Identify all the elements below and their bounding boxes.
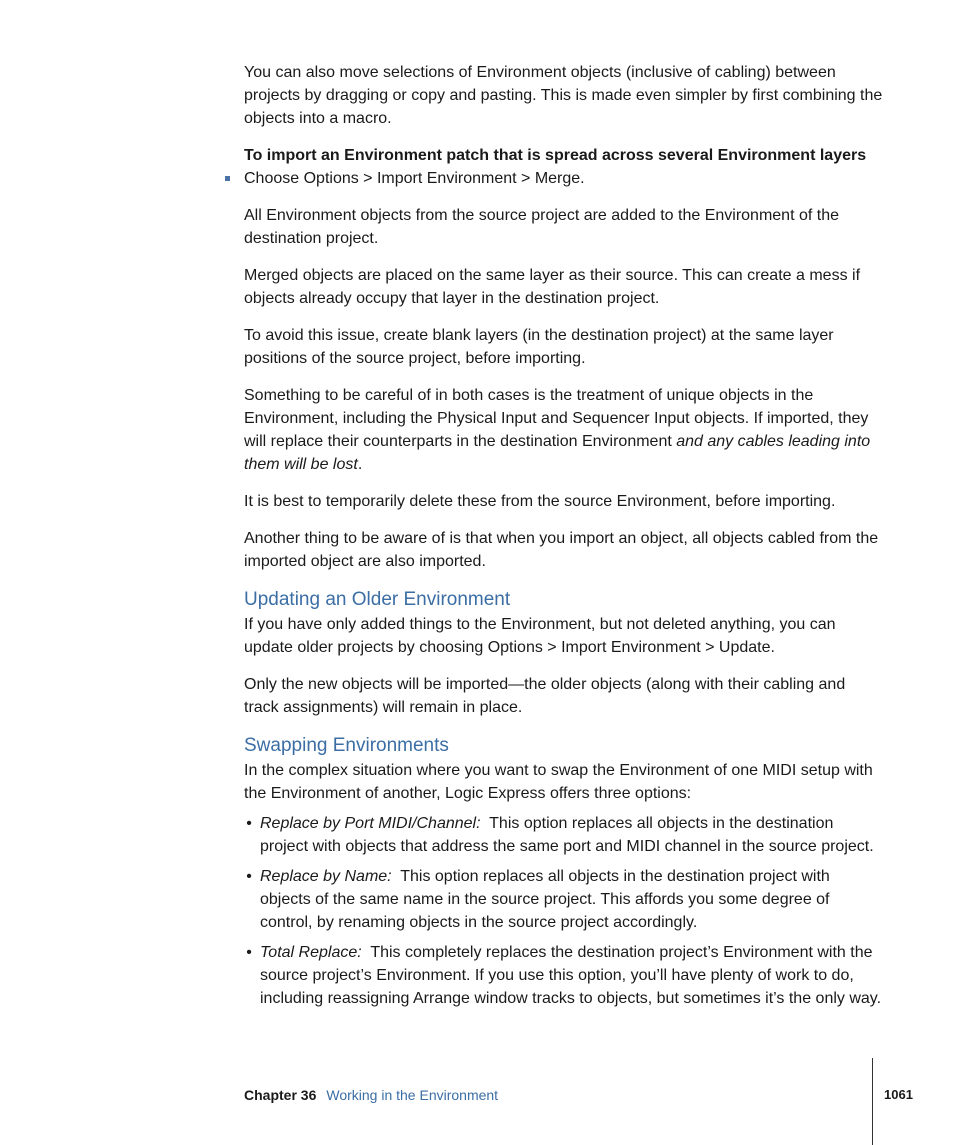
list-item <box>244 941 884 1010</box>
list-item <box>244 812 884 858</box>
bullet-icon: • <box>246 815 252 832</box>
square-bullet-icon <box>225 176 230 181</box>
paragraph-swapping: In the complex situation where you want to swap the Environment of one MIDI setup with the Environment of another, Logic Express offers three options: <box>244 762 873 802</box>
paragraph-all-objects: All Environment objects from the source project are added to the Environment of the destination project. <box>244 207 839 247</box>
page-number: 1061 <box>884 1087 913 1102</box>
chapter-title-link[interactable]: Working in the Environment <box>326 1087 499 1103</box>
heading-updating-older-environment: Updating an Older Environment <box>244 589 511 610</box>
heading-swapping-environments: Swapping Environments <box>244 735 449 756</box>
paragraph-merged-objects: Merged objects are placed on the same layer as their source. This can create a mess if objects already occupy that layer in the destination project. <box>244 267 861 307</box>
paragraph-another-thing: Another thing to be aware of is that when you import an object, all objects cabled from the imported object are also imported. <box>244 530 879 570</box>
careful-end: . <box>357 456 363 473</box>
option-term: Replace by Port MIDI/Channel: <box>260 815 481 832</box>
procedure-step-text: Choose Options > Import Environment > Merge. <box>244 170 585 187</box>
chapter-label: Chapter 36 <box>244 1087 317 1103</box>
paragraph-only-new-objects: Only the new objects will be imported—the older objects (along with their cabling and track assignments) will remain in place. <box>244 676 846 716</box>
option-text: This completely replaces the destination project’s Environment with the source project’s Environment. If you use this option, you’ll have plenty of work to do, including reassigning Arrange window tracks to objects, but sometimes it’s the only way. <box>260 944 882 1007</box>
bullet-icon: • <box>246 868 252 885</box>
paragraph-be-careful <box>244 384 884 476</box>
footer-divider <box>872 1058 873 1145</box>
paragraph-move-selections: You can also move selections of Environment objects (inclusive of cabling) between projects by dragging or copy and pasting. This is made even simpler by first combining the objects into a macro. <box>244 64 883 127</box>
bullet-icon: • <box>246 944 252 961</box>
procedure-step <box>244 167 884 190</box>
option-term: Total Replace: <box>260 944 362 961</box>
page-body <box>244 61 884 1017</box>
option-text: This option replaces all objects in the destination project with objects of the same name in the source project. This affords you some degree of control, by renaming objects in the source project accordingly. <box>260 868 830 931</box>
procedure-title: To import an Environment patch that is spread across several Environment layers <box>244 147 867 164</box>
paragraph-avoid-issue: To avoid this issue, create blank layers (in the destination project) at the same layer positions of the source project, before importing. <box>244 327 834 367</box>
careful-italic-text: and any cables leading into them will be lost <box>244 433 871 473</box>
paragraph-updating: If you have only added things to the Environment, but not deleted anything, you can update older projects by choosing Options > Import Environment > Update. <box>244 616 836 656</box>
careful-text: Something to be careful of in both cases is the treatment of unique objects in the Environment, including the Physical Input and Sequencer Input objects. If imported, they will replace their counterparts in the destination Environment <box>244 387 869 450</box>
list-item <box>244 865 884 934</box>
paragraph-best-practice: It is best to temporarily delete these from the source Environment, before importing. <box>244 493 836 510</box>
option-text: This option replaces all objects in the destination project with objects that address the same port and MIDI channel in the source project. <box>260 815 874 855</box>
swap-options-list <box>244 812 884 1010</box>
page-footer <box>244 1086 498 1104</box>
option-term: Replace by Name: <box>260 868 392 885</box>
